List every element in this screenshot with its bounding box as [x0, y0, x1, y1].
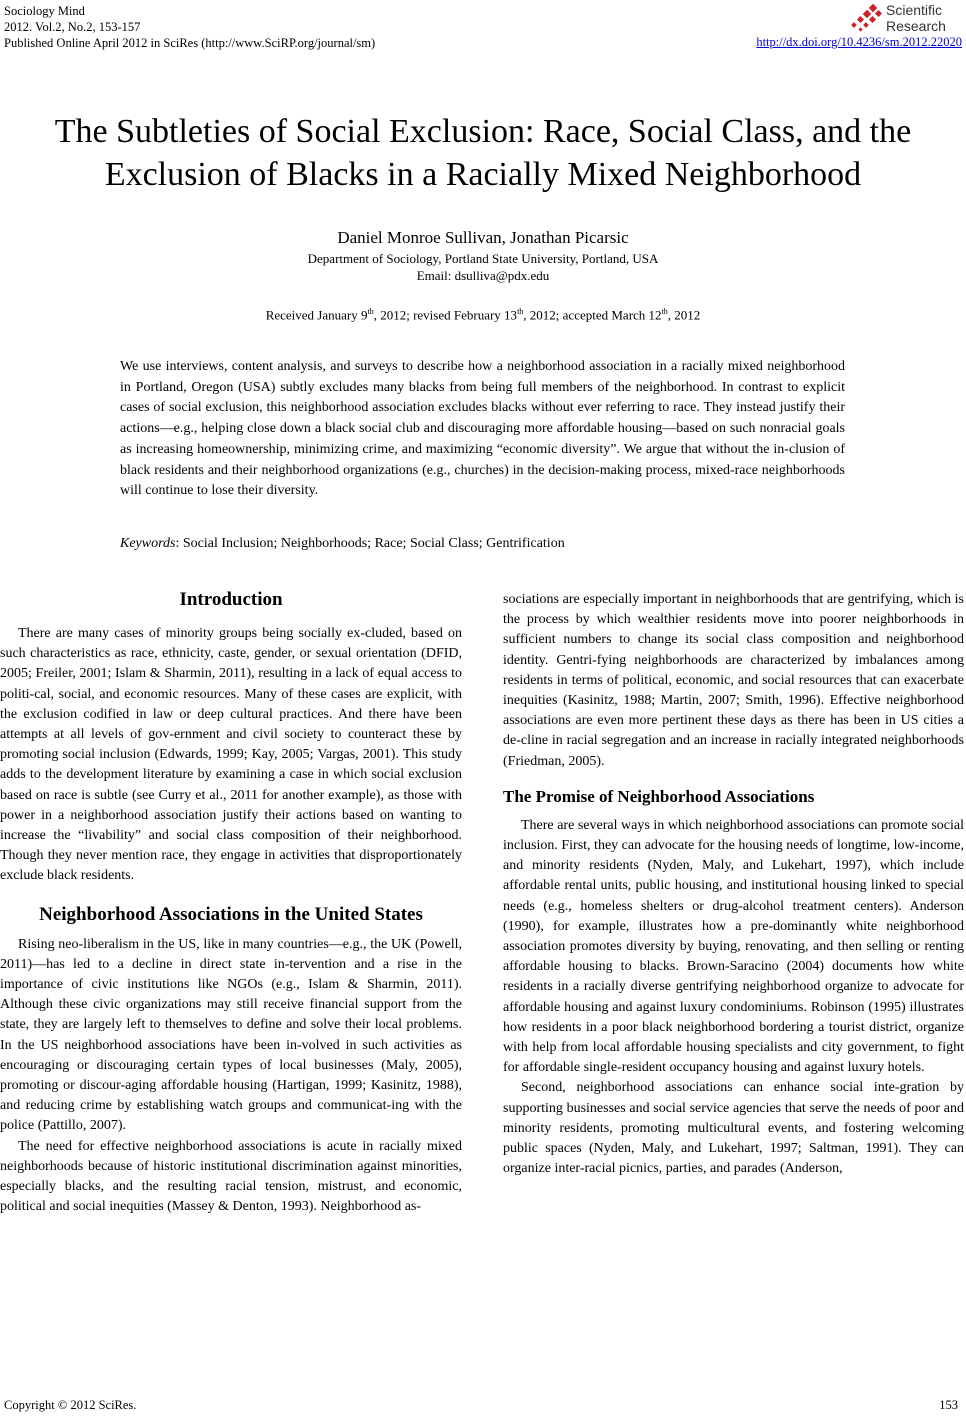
keywords — [120, 535, 565, 553]
journal-volume: 2012. Vol.2, No.2, 153-157 — [4, 20, 141, 34]
title-line-2: Exclusion of Blacks in a Racially Mixed Neighborhood — [104, 156, 862, 193]
ordinal-suffix: th — [517, 307, 524, 316]
left-column — [0, 588, 462, 1217]
title-line-1: The Subtleties of Social Exclusion: Race, Social Class, and the — [54, 113, 912, 150]
section-heading-neighborhood-associations: Neighborhood Associations in the United States — [39, 903, 423, 925]
year-text: , 2012 — [667, 307, 701, 323]
right-column — [503, 590, 964, 1179]
logo-icon — [850, 4, 884, 34]
accepted-text: , 2012; accepted March 12 — [523, 307, 662, 323]
journal-name: Sociology Mind — [4, 4, 85, 18]
publisher-logo — [850, 2, 960, 36]
section-heading-introduction: Introduction — [179, 589, 283, 610]
received-dates — [0, 303, 966, 323]
paragraph: Second, neighborhood associations can enhance social inte-gration by supporting businesses and social service agencies that serve the needs of poor and minority residents, promoting multicultural events, and fostering welcoming public spaces (Nyden, Maly, and Lukehart, 1997; Saltman, 1991). They can organize inter-racial picnics, parties, and parades (Anderson, — [503, 1080, 964, 1177]
email: Email: dsulliva@pdx.edu — [416, 268, 550, 283]
keywords-label: Keywords — [120, 536, 176, 551]
affiliation: Department of Sociology, Portland State University, Portland, USA — [307, 251, 659, 266]
publication-info: Published Online April 2012 in SciRes (http://www.SciRP.org/journal/sm) — [4, 36, 376, 50]
affiliation-block — [0, 250, 966, 284]
paragraph: There are several ways in which neighborhood associations can promote social inclusion. First, they can advocate for the housing needs of longtime, low-income, and minority residents (Nyden, Maly, and Lukehart, 1997), which include affordable rental units, public housing, and institutional housing linked to special needs (e.g., homeless shelters or drug-alcohol treatment centers). Anderson (1990), for example, illustrates how a pre-dominantly white neighborhood association promotes diversity by buying, renovating, and then selling or renting affordable housing to blacks. Brown-Saracino (2004) documents how white residents in a racially diverse gentrifying neighborhood organize to advocate for affordable housing and against luxury condominiums. Robinson (1995) illustrates how residents in a poor black neighborhood bordering a tourist district, organize with help from local affordable housing specialists and city government, to fight for affordable single-resident occupancy housing and against luxury hotels. — [503, 817, 964, 1076]
received-text: Received January 9 — [265, 307, 368, 323]
abstract: We use interviews, content analysis, and surveys to describe how a neighborhood association in a racially mixed neighborhood in Portland, Oregon (USA) subtly excludes many blacks from being full members of the neighborhood. In contrast to explicit cases of social exclusion, this neighborhood association excludes blacks without ever referring to race. They instead justify their actions—e.g., helping close down a black social club and discouraging more affordable housing—based on such nonracial goals as increasing homeownership, minimizing crime, and maximizing “economic diversity”. We argue that without the in-clusion of black residents and their neighborhood organizations (e.g., churches) in the decision-making process, mixed-race neighborhoods will continue to lose their diversity. — [120, 359, 845, 499]
running-header — [4, 3, 375, 51]
logo-text-line1: Scientific — [886, 2, 943, 18]
revised-text: , 2012; revised February 13 — [373, 307, 518, 323]
ordinal-suffix: th — [661, 307, 668, 316]
paragraph: Rising neo-liberalism in the US, like in many countries—e.g., the UK (Powell, 2011)—has led to a decline in direct state in-tervention and a rise in the importance of civic institutions like NGOs (e.g., Islam & Sharmin, 2011). Although these civic organizations may still receive financial support from the state, they are largely left to themselves to define and solve their local problems. In the US neighborhood associations have been in-volved in such activities as encouraging or discouraging certain types of local businesses (Maly, 2005), promoting or discour-aging affordable housing (Hartigan, 1999; Kasinitz, 1988), and reducing crime by establishing watch groups and communicat-ing with the police (Pattillo, 2007). — [0, 936, 462, 1134]
ordinal-suffix: th — [367, 307, 374, 316]
doi-link[interactable]: http://dx.doi.org/10.4236/sm.2012.22020 — [756, 35, 962, 49]
keywords-list: : Social Inclusion; Neighborhoods; Race; Social Class; Gentrification — [175, 536, 565, 551]
paper-title — [0, 110, 966, 196]
section-heading-promise: The Promise of Neighborhood Associations — [503, 786, 815, 806]
logo-text-line2: Research — [886, 18, 946, 34]
copyright: Copyright © 2012 SciRes. — [4, 1398, 137, 1412]
authors: Daniel Monroe Sullivan, Jonathan Picarsic — [337, 228, 629, 247]
paragraph: The need for effective neighborhood associations is acute in racially mixed neighborhoods because of historic institutional discrimination against minorities, especially blacks, and the resulting racial tension, mistrust, and economic, political and social inequities (Massey & Denton, 1993). Neighborhood as- — [0, 1138, 462, 1215]
paragraph: There are many cases of minority groups being socially ex-cluded, based on such characteristics as race, ethnicity, caste, gender, or sexual orientation (DFID, 2005; Freiler, 2001; Islam & Sharmin, 2011), resulting in a lack of equal access to politi-cal, social, and economic resources. Many of these cases are explicit, with the exclusion codified in law or deep cultural practices. And there have been attempts at all levels of gov-ernment and civil society to counteract these by promoting social inclusion (Edwards, 1999; Kay, 2005; Vargas, 2001). This study adds to the development literature by examining a case in which social exclusion based on race is subtle (see Curry et al., 2011 for another example), as those with power in a neighborhood association justify their actions based on wanting to increase the “livability” and social class composition of their neighborhood. Though they never mention race, they engage in activities that disproportionately exclude black residents. — [0, 626, 462, 884]
paragraph: sociations are especially important in neighborhoods that are gentrifying, which is the process by which wealthier residents move into poorer neighborhoods in sufficient numbers to change its social class composition and neighborhood identity. Gentri-fying neighborhoods are characterized by imbalances among residents in terms of political, economic, and social resources that can exacerbate inequities (Kasinitz, 1988; Martin, 2007; Smith, 1996). Effective neighborhood associations are even more pertinent these days as there has been in US cities a de-cline in racial segregation and an increase in racially integrated neighborhoods (Friedman, 2005). — [503, 592, 964, 769]
page-number: 153 — [939, 1398, 958, 1412]
